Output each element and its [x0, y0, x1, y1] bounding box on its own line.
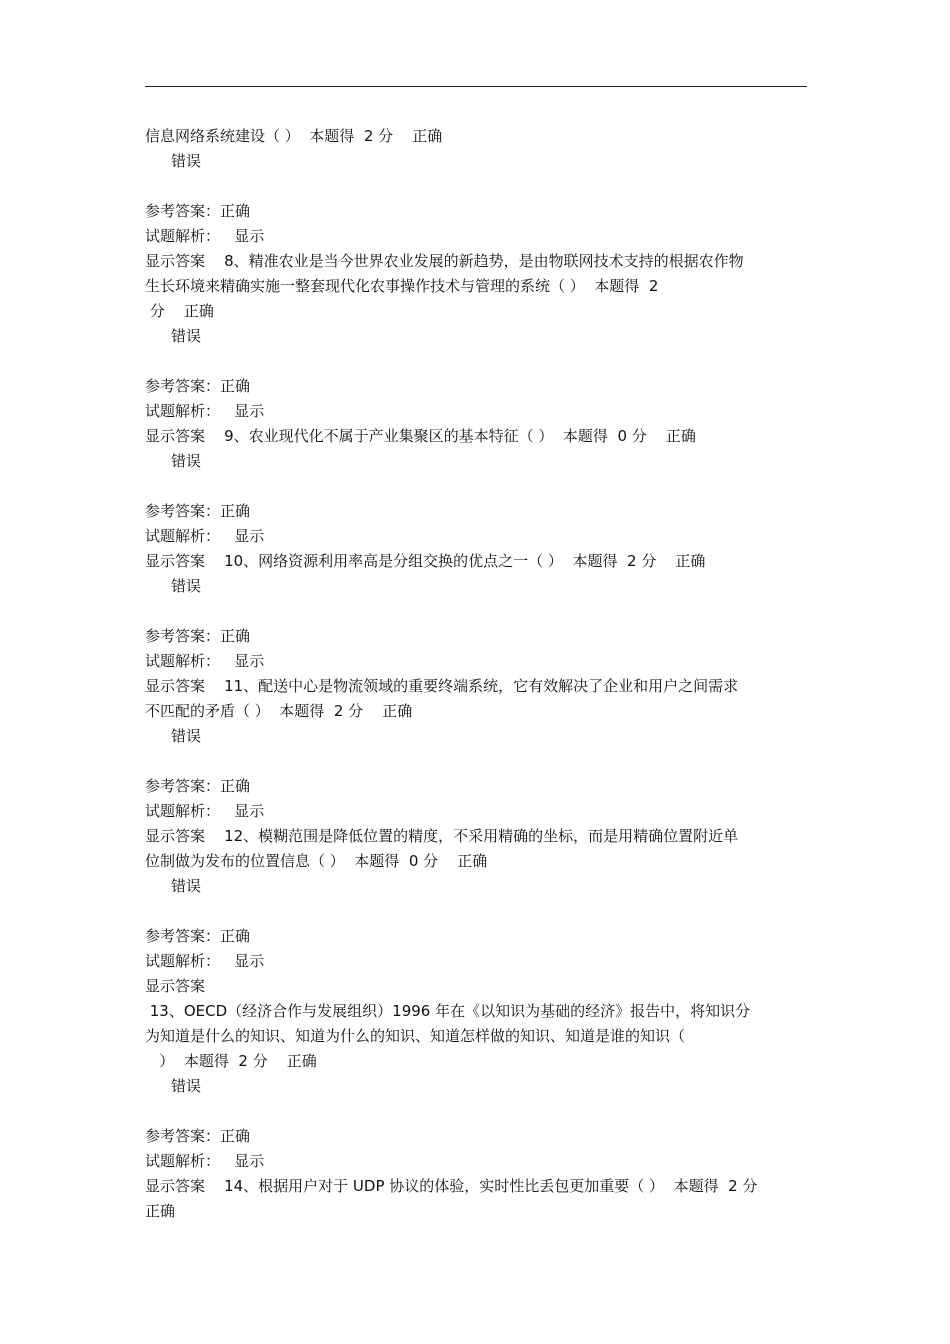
q13-line-3: ） 本题得 2 分 正确 [145, 1052, 317, 1070]
q8-line-2: 生长环境来精确实施一整套现代化农事操作技术与管理的系统（ ） 本题得 2 [145, 277, 659, 295]
option-wrong[interactable]: 错误 [171, 152, 202, 170]
option-wrong[interactable]: 错误 [171, 1077, 202, 1095]
q12-line-2: 位制做为发布的位置信息（ ） 本题得 0 分 正确 [145, 852, 488, 870]
ref-answer: 参考答案：正确 [145, 202, 251, 220]
q12-line-1: 显示答案 12、模糊范围是降低位置的精度，不采用精确的坐标，而是用精确位置附近单 [145, 827, 739, 845]
document-body [145, 124, 807, 1224]
q11-line-2: 不匹配的矛盾（ ） 本题得 2 分 正确 [145, 702, 413, 720]
analysis-line[interactable]: 试题解析： 显示 [145, 952, 265, 970]
analysis-line[interactable]: 试题解析： 显示 [145, 802, 265, 820]
show-answer-link[interactable]: 显示答案 [145, 977, 206, 995]
q11-line-1: 显示答案 11、配送中心是物流领域的重要终端系统，它有效解决了企业和用户之间需求 [145, 677, 739, 695]
option-wrong[interactable]: 错误 [171, 327, 202, 345]
q13-line-2: 为知道是什么的知识、知道为什么的知识、知道怎样做的知识、知道是谁的知识（ [145, 1027, 686, 1045]
analysis-line[interactable]: 试题解析： 显示 [145, 652, 265, 670]
ref-answer: 参考答案：正确 [145, 377, 251, 395]
q8-line-1: 显示答案 8、精准农业是当今世界农业发展的新趋势，是由物联网技术支持的根据农作物 [145, 252, 744, 270]
analysis-line[interactable]: 试题解析： 显示 [145, 1152, 265, 1170]
ref-answer: 参考答案：正确 [145, 1127, 251, 1145]
ref-answer: 参考答案：正确 [145, 502, 251, 520]
q14-line-2: 正确 [145, 1202, 176, 1220]
option-wrong[interactable]: 错误 [171, 452, 202, 470]
analysis-line[interactable]: 试题解析： 显示 [145, 402, 265, 420]
q9-line-1: 显示答案 9、农业现代化不属于产业集聚区的基本特征（ ） 本题得 0 分 正确 [145, 427, 696, 445]
ref-answer: 参考答案：正确 [145, 627, 251, 645]
option-wrong[interactable]: 错误 [171, 577, 202, 595]
q14-line-1: 显示答案 14、根据用户对于 UDP 协议的体验，实时性比丢包更加重要（ ） 本题得 2 分 [145, 1177, 758, 1195]
q13-line-1: 13、OECD（经济合作与发展组织）1996 年在《以知识为基础的经济》报告中，将知识分 [145, 1002, 751, 1020]
analysis-line[interactable]: 试题解析： 显示 [145, 527, 265, 545]
q10-line-1: 显示答案 10、网络资源利用率高是分组交换的优点之一（ ） 本题得 2 分 正确 [145, 552, 706, 570]
ref-answer: 参考答案：正确 [145, 777, 251, 795]
header-rule [145, 86, 807, 87]
option-wrong[interactable]: 错误 [171, 727, 202, 745]
analysis-line[interactable]: 试题解析： 显示 [145, 227, 265, 245]
q8-line-3: 分 正确 [145, 302, 214, 320]
q7-tail: 信息网络系统建设（ ） 本题得 2 分 正确 [145, 127, 443, 145]
ref-answer: 参考答案：正确 [145, 927, 251, 945]
option-wrong[interactable]: 错误 [171, 877, 202, 895]
